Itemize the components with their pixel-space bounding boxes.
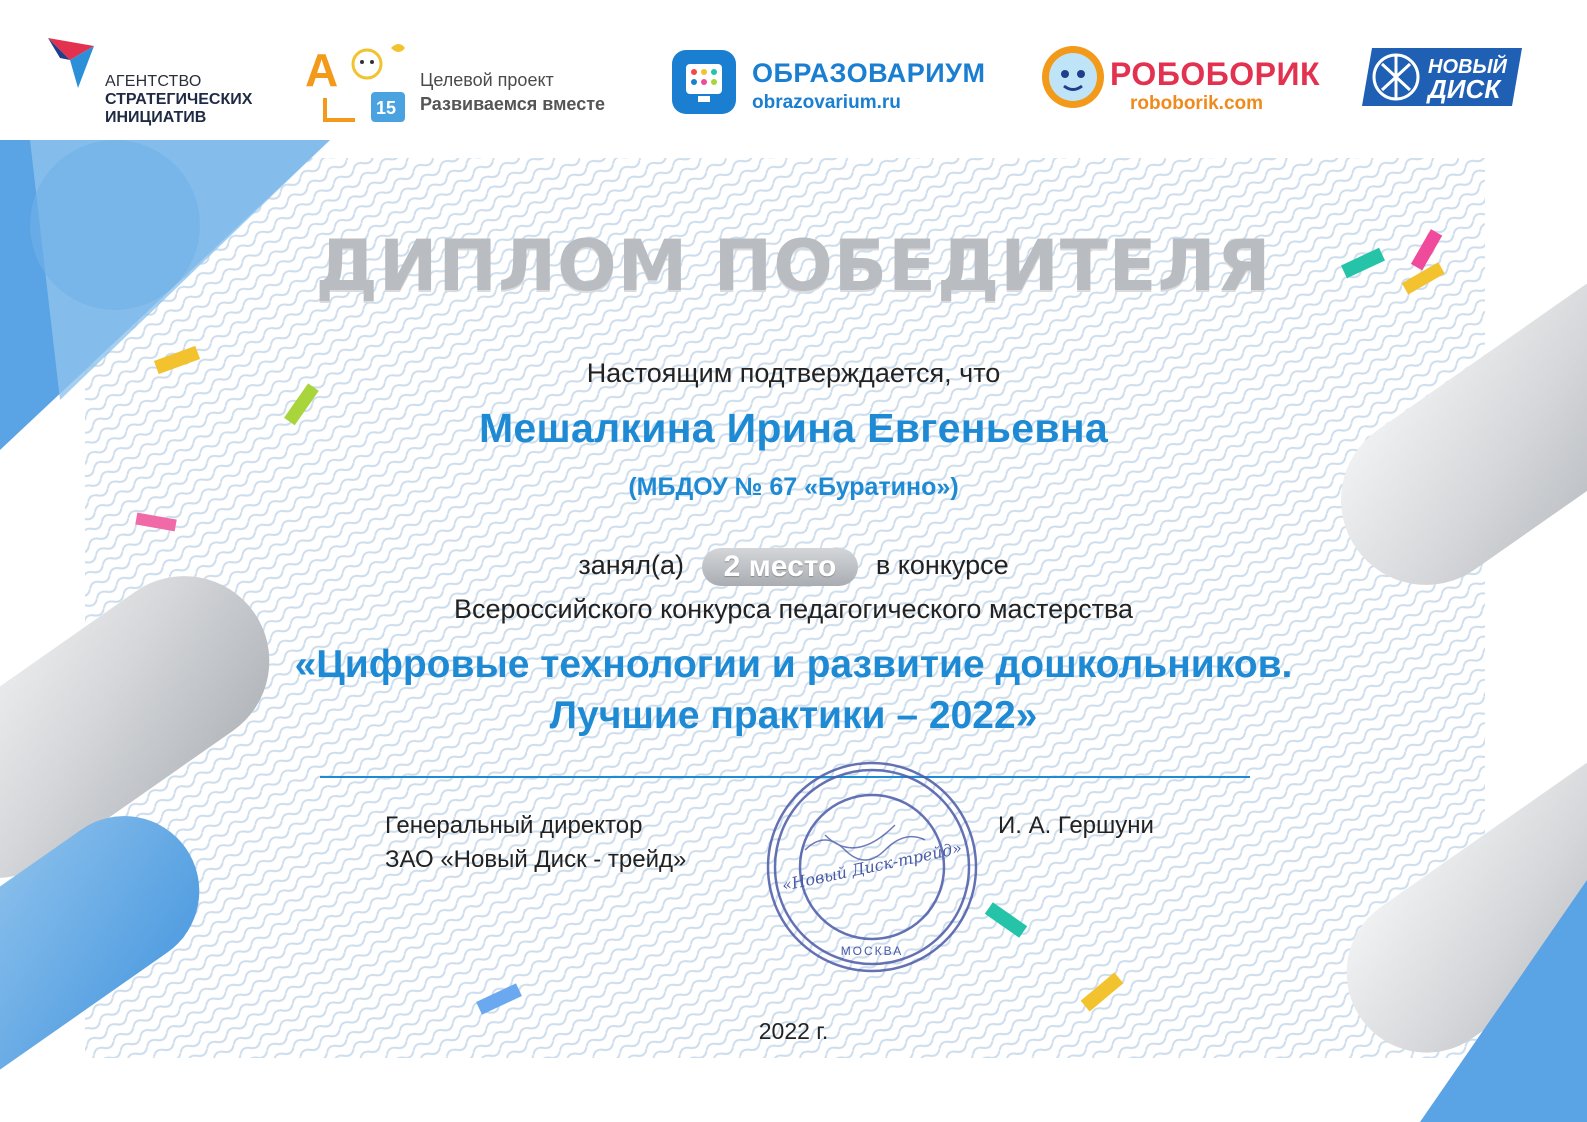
recipient-name: Мешалкина Ирина Евгеньевна	[478, 405, 1109, 451]
roboborik-logo-name: РОБОБОРИК	[1110, 56, 1320, 92]
signer-name: И. А. Гершуни	[998, 812, 1154, 839]
svg-text:15: 15	[376, 98, 397, 118]
svg-text:А: А	[305, 44, 339, 96]
stamp-city: МОСКВА	[840, 944, 904, 958]
svg-text:ДИСК: ДИСК	[1428, 74, 1501, 104]
obrazovarium-logo-url: obrazovarium.ru	[752, 92, 901, 113]
asi-logo-line2: СТРАТЕГИЧЕСКИХ	[105, 91, 253, 108]
signer-company: ЗАО «Новый Диск - трейд»	[385, 846, 687, 873]
roboborik-logo-icon	[1040, 44, 1106, 110]
diploma-title: ДИПЛОМ ПОБЕДИТЕЛЯ	[315, 225, 1272, 307]
contest-theme-line2: Лучшие практики – 2022»	[549, 694, 1038, 737]
contest-name: Всероссийского конкурса педагогического мастерства	[453, 594, 1134, 624]
novyi-disk-logo	[1362, 48, 1522, 106]
place-suffix: в конкурсе	[875, 550, 1009, 581]
razvivaemsya-logo-icon	[305, 38, 415, 124]
svg-text:НОВЫЙ: НОВЫЙ	[1428, 56, 1507, 78]
signer-position: Генеральный директор	[385, 812, 643, 839]
razvivaemsya-logo-line2: Развиваемся вместе	[420, 94, 606, 114]
obrazovarium-logo-name: ОБРАЗОВАРИУМ	[752, 58, 986, 88]
confirm-text: Настоящим подтверждается, что	[586, 358, 1001, 388]
place-prefix: занял(а)	[578, 550, 685, 581]
asi-logo-line3: ИНИЦИАТИВ	[105, 109, 207, 126]
organization: (МБДОУ № 67 «Буратино»)	[628, 473, 959, 501]
asi-logo-icon	[48, 38, 100, 90]
contest-theme-line1: «Цифровые технологии и развитие дошкольников.	[294, 643, 1293, 686]
place-badge: 2 место	[702, 548, 859, 586]
header-logos	[0, 0, 1587, 140]
place-line	[0, 548, 1587, 586]
roboborik-logo-url: roboborik.com	[1130, 93, 1264, 114]
stamp-company-name: «Новый Диск-трейд»	[780, 838, 964, 895]
issue-year: 2022 г.	[758, 1018, 829, 1044]
asi-logo-line1: АГЕНТСТВО	[105, 73, 202, 90]
obrazovarium-logo-icon	[672, 50, 736, 114]
razvivaemsya-logo-line1: Целевой проект	[420, 70, 554, 90]
company-stamp	[765, 760, 980, 975]
